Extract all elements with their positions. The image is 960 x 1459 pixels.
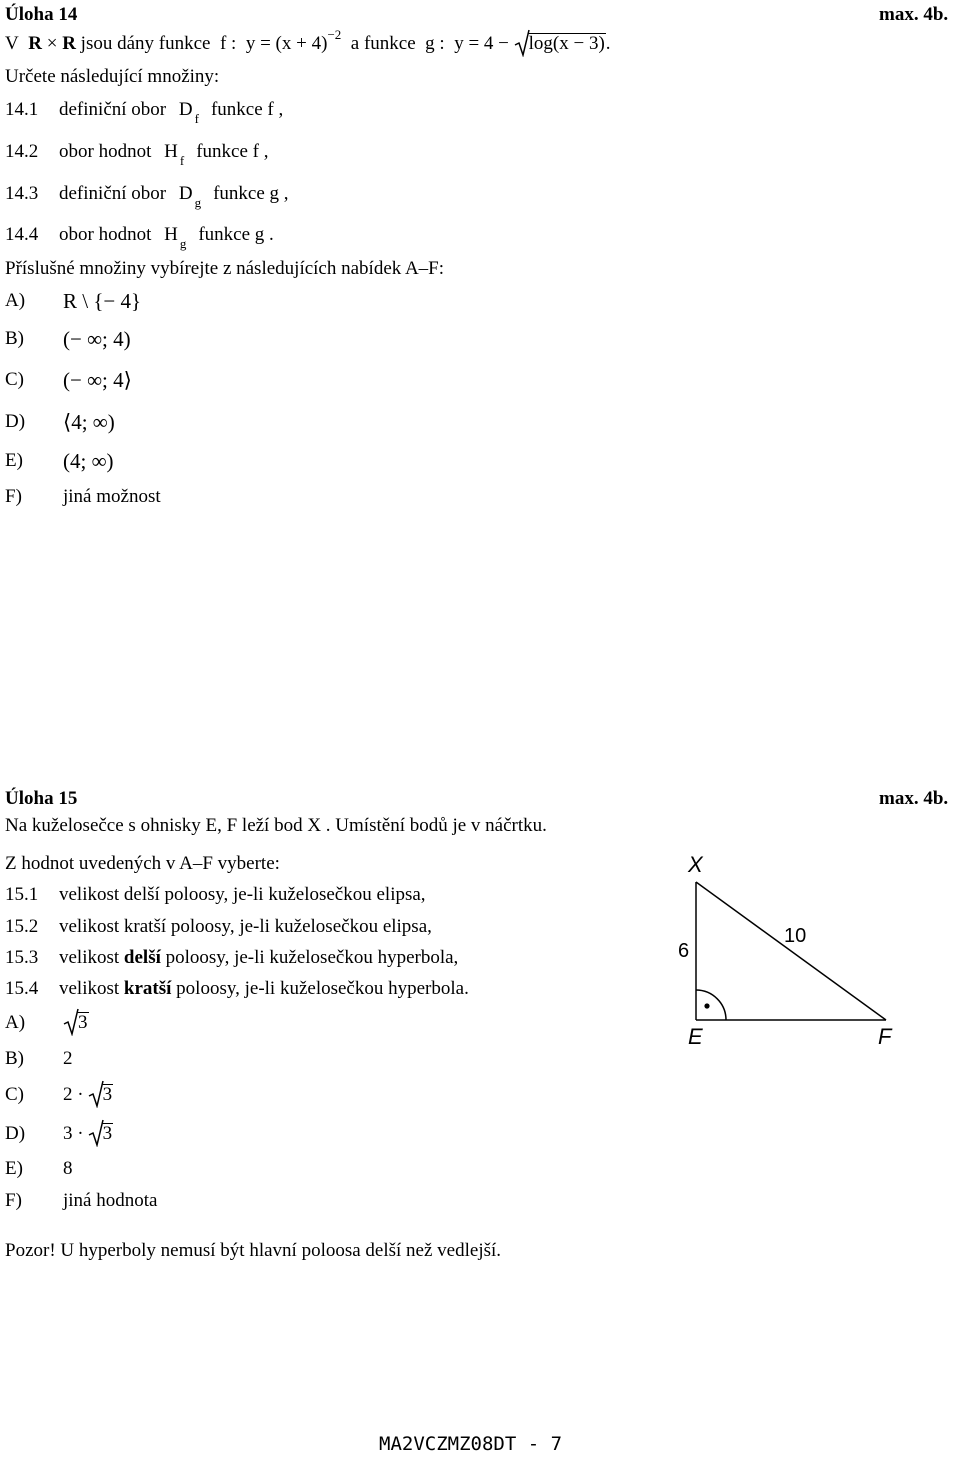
option-label: F) <box>5 1190 22 1211</box>
right-angle-dot <box>704 1003 709 1008</box>
item-number: 14.1 <box>5 99 39 120</box>
item-symbol: H <box>164 141 178 162</box>
item-text: velikost <box>59 947 124 968</box>
sqrt-symbol <box>88 1123 114 1145</box>
task14-option <box>5 368 132 392</box>
sqrt-symbol <box>88 1084 114 1106</box>
task15-option <box>5 1158 77 1180</box>
item-emphasis: kratší <box>123 978 172 999</box>
item-subscript: g <box>179 236 187 251</box>
task15-instruction: Z hodnot uvedených v A–F vyberte: <box>5 853 280 874</box>
task15-option <box>5 1012 89 1034</box>
task14-item <box>5 183 289 210</box>
task14-item <box>5 141 269 168</box>
option-value: 8 <box>63 1158 73 1179</box>
task14-item <box>5 99 284 126</box>
option-label: E) <box>5 450 23 471</box>
option-radicand: 3 <box>102 1123 113 1144</box>
triangle-diagram <box>660 840 920 1060</box>
task14-option <box>5 410 115 434</box>
statement-text: jsou dány funkce <box>80 33 211 54</box>
label-side-10: 10 <box>784 925 807 947</box>
item-rest: funkce f , <box>210 99 284 120</box>
label-f: F <box>878 1024 892 1049</box>
item-number: 15.2 <box>5 916 39 937</box>
item-text: velikost delší poloosy, je-li kuželosečkou elipsa, <box>59 884 426 905</box>
task14-title: Úloha 14 <box>5 4 78 25</box>
task15-item <box>5 978 469 1000</box>
sqrt-symbol <box>63 1012 89 1034</box>
option-value: 2 <box>63 1048 73 1069</box>
g-expression-end: . <box>605 33 611 54</box>
item-number: 15.3 <box>5 947 39 968</box>
item-subscript: f <box>194 111 199 126</box>
item-text-end: poloosy, je-li kuželosečkou hyperbola. <box>171 978 469 999</box>
item-subscript: f <box>179 153 185 168</box>
item-rest: funkce f , <box>196 141 269 162</box>
task15-option <box>5 1123 113 1145</box>
task15-option <box>5 1048 77 1070</box>
item-number: 15.4 <box>5 978 39 999</box>
task15-item <box>5 916 432 938</box>
f-expression: y = (x + 4) <box>245 33 328 54</box>
option-value: ⟨4; ∞) <box>63 410 115 434</box>
task14-statement <box>5 27 611 55</box>
side-xf <box>696 882 886 1020</box>
task14-option <box>5 486 161 508</box>
option-label: B) <box>5 328 24 349</box>
g-radicand: log(x − 3) <box>528 33 605 54</box>
option-label: C) <box>5 369 24 390</box>
task15-title: Úloha 15 <box>5 788 78 809</box>
option-value: jiná možnost <box>63 486 161 507</box>
item-number: 14.2 <box>5 141 39 162</box>
task14-item <box>5 224 274 251</box>
item-symbol: D <box>178 183 193 204</box>
label-side-6: 6 <box>678 940 690 962</box>
task14-option <box>5 449 114 473</box>
task14-option <box>5 289 141 313</box>
item-text: obor hodnot <box>59 224 152 245</box>
option-value: 3 · <box>63 1123 84 1144</box>
option-radicand: 3 <box>102 1084 113 1105</box>
option-label: D) <box>5 1123 26 1144</box>
option-label: E) <box>5 1158 23 1179</box>
item-text-end: poloosy, je-li kuželosečkou hyperbola, <box>160 947 459 968</box>
item-symbol: H <box>164 224 178 245</box>
item-text: definiční obor <box>59 99 167 120</box>
f-name: f : <box>219 33 237 54</box>
task14-instruction: Určete následující množiny: <box>5 66 220 87</box>
right-angle-arc <box>696 990 726 1020</box>
item-number: 14.4 <box>5 224 39 245</box>
statement-prefix: V <box>5 33 19 54</box>
item-emphasis: delší <box>123 947 161 968</box>
option-value: (− ∞; 4) <box>63 327 131 351</box>
task15-item <box>5 884 426 906</box>
label-x: X <box>688 852 703 877</box>
option-value: (− ∞; 4⟩ <box>63 368 132 392</box>
item-number: 14.3 <box>5 183 39 204</box>
item-rest: funkce g , <box>213 183 289 204</box>
item-symbol: D <box>178 99 193 120</box>
task15-points: max. 4b. <box>879 788 949 809</box>
option-value: (4; ∞) <box>63 449 114 473</box>
task15-option <box>5 1084 113 1106</box>
item-number: 15.1 <box>5 884 39 905</box>
sqrt-symbol <box>514 33 606 55</box>
option-value: R \ {− 4} <box>63 289 142 313</box>
task14-choose-text: Příslušné množiny vybírejte z následujících nabídek A–F: <box>5 258 445 279</box>
task15-statement: Na kuželosečce s ohnisky E, F leží bod X . Umístění bodů je v náčrtku. <box>5 815 547 836</box>
option-label: A) <box>5 290 26 311</box>
g-expression-a: y = 4 − <box>454 33 509 54</box>
cross-symbol: × <box>46 33 58 54</box>
f-exponent: −2 <box>327 27 342 42</box>
item-rest: funkce g . <box>198 224 274 245</box>
item-text: velikost kratší poloosy, je-li kuželosečkou elipsa, <box>59 916 432 937</box>
item-text: velikost <box>59 978 124 999</box>
option-label: A) <box>5 1012 26 1033</box>
task15-note: Pozor! U hyperboly nemusí být hlavní poloosa delší než vedlejší. <box>5 1240 502 1261</box>
option-label: D) <box>5 411 26 432</box>
option-radicand: 3 <box>78 1012 88 1033</box>
set-R: R <box>28 33 42 54</box>
page-footer: MA2VCZMZ08DT - 7 <box>379 1433 563 1455</box>
label-e: E <box>688 1024 703 1049</box>
item-text: definiční obor <box>59 183 167 204</box>
option-label: F) <box>5 486 22 507</box>
task14-points: max. 4b. <box>879 4 949 25</box>
task14-option <box>5 327 131 351</box>
option-value: 2 · <box>63 1084 84 1105</box>
item-text: obor hodnot <box>59 141 152 162</box>
option-label: B) <box>5 1048 24 1069</box>
option-label: C) <box>5 1084 24 1105</box>
and-text: a funkce <box>350 33 416 54</box>
task15-option <box>5 1190 161 1212</box>
g-name: g : <box>425 33 445 54</box>
item-subscript: g <box>194 195 202 210</box>
set-R-2: R <box>62 33 76 54</box>
task15-item <box>5 947 458 969</box>
option-value: jiná hodnota <box>63 1190 158 1211</box>
